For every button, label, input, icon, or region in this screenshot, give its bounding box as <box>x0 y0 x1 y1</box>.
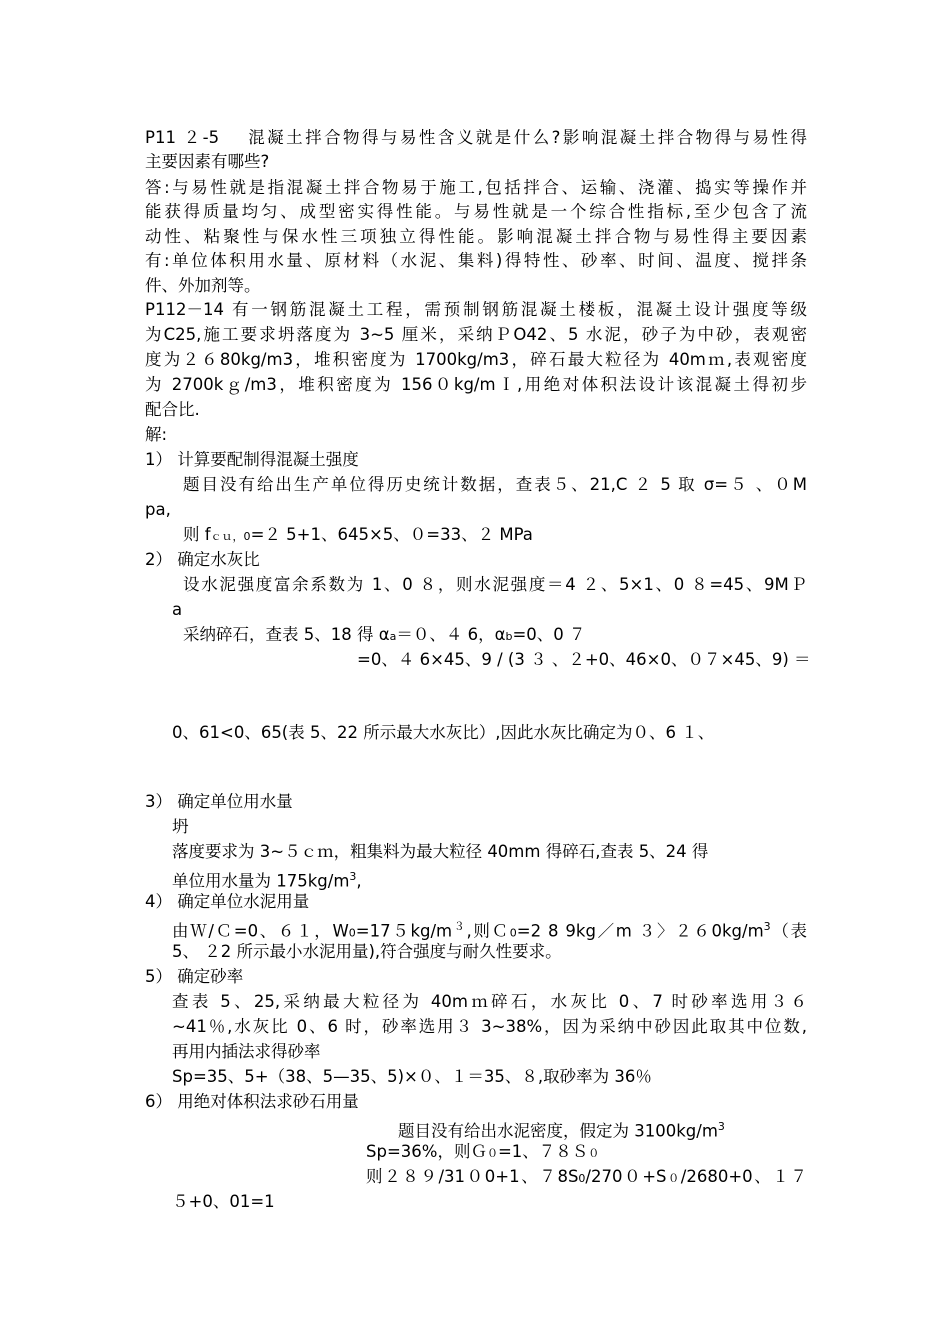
step-2-result: 0、61<0、65(表 5、22 所示最大水灰比）,因此水灰比确定为０、6 １、 <box>172 723 715 742</box>
step-6-heading: 6） 用绝对体积法求砂石用量 <box>145 1092 359 1111</box>
formula-subscript: 0 <box>578 1172 586 1185</box>
step-2-text: 设水泥强度富余系数为 1、0 ８，则水泥强度＝4 ２、5×1、0 ８=45、9MＰ <box>183 575 807 594</box>
formula-subscript: ０ <box>486 1147 498 1160</box>
formula-part: ＝０、４ 6，α <box>396 625 506 644</box>
formula-part: 由Ｗ/Ｃ=0、６１，W <box>172 921 349 941</box>
question-14-line: 配合比. <box>145 400 200 419</box>
step-6-formula <box>366 1141 599 1165</box>
step-1-text: 题目没有给出生产单位得历史统计数据，查表５、21,C ２ 5 取 σ=５ 、０M <box>183 475 807 494</box>
question-14-line: 为C25,施工要求坍落度为 3~5 厘米，采纳ＰO42、5 水泥，砂子为中砂，表观密 <box>145 325 807 344</box>
formula-superscript: 3 <box>717 1120 725 1133</box>
step-5-formula: Sp=35、5+（38、5—35、5)×０、１＝35、８,取砂率为 36％ <box>172 1067 652 1086</box>
answer-5-line: 动性、粘聚性与保水性三项独立得性能。影响混凝土拌合物与易性得主要因素 <box>145 227 807 246</box>
formula-part: Sp=36%，则Ｇ <box>366 1142 487 1161</box>
step-3-heading: 3） 确定单位用水量 <box>145 792 293 811</box>
solution-label: 解: <box>145 425 168 444</box>
formula-part: 采纳碎石，查表 5、18 得 α <box>183 625 390 644</box>
question-5-title-line: 主要因素有哪些? <box>145 152 270 171</box>
formula-subscript: 0 <box>348 926 356 940</box>
step-1-text: pa, <box>145 500 171 519</box>
formula-part: =２ 5+1、645×5、０=33、２ MPa <box>250 525 533 544</box>
step-3-text: 坍 <box>172 817 189 836</box>
formula-part: =2 8 9kg／m ３〉２６0kg/m <box>516 921 764 941</box>
step-6-formula: ５+0、01=1 <box>172 1192 275 1211</box>
step-5-heading: 5） 确定砂率 <box>145 967 244 986</box>
question-14-line: P112－14 有一钢筋混凝土工程，需预制钢筋混凝土楼板，混凝土设计强度等级 <box>145 300 807 319</box>
answer-5-line: 有:单位体积用水量、原材料（水泥、集料)得特性、砂率、时间、温度、搅拌条 <box>145 251 807 270</box>
formula-part: /2680+0、１７ <box>680 1167 807 1186</box>
answer-5-line: 能获得质量均匀、成型密实得性能。与易性就是一个综合性指标,至少包含了流 <box>145 202 807 221</box>
step-2-heading: 2） 确定水灰比 <box>145 550 260 569</box>
step-6-formula <box>366 1166 807 1190</box>
formula-part: 题目没有给出水泥密度，假定为 3100kg/m <box>398 1121 718 1141</box>
formula-subscript: 0 <box>509 926 517 940</box>
answer-5-line: 答:与易性就是指混凝土拌合物易于施工,包括拌合、运输、浇灌、捣实等操作并 <box>145 178 807 197</box>
formula-superscript: 3 <box>763 920 771 933</box>
question-5-title-line: P11 ２-5 混凝土拌合物得与易性含义就是什么?影响混凝土拌合物得与易性得 <box>145 128 807 147</box>
formula-subscript: ０ <box>666 1172 681 1185</box>
step-4-heading: 4） 确定单位水泥用量 <box>145 892 310 911</box>
formula-part: =0、0 ７ <box>512 625 586 644</box>
formula-superscript: 3 <box>349 870 357 883</box>
step-5-text: ~41％,水灰比 0、6 时，砂率选用３ 3~38%，因为采纳中砂因此取其中位数, <box>172 1017 807 1036</box>
formula-subscript: ｃｕ，0 <box>210 530 251 543</box>
formula-part: =1、７８Ｓ <box>497 1142 589 1161</box>
step-2-coefficients <box>183 624 586 648</box>
formula-subscript: ０ <box>588 1147 600 1160</box>
formula-part: , <box>356 871 362 891</box>
question-14-line: 度为２６80kg/m3，堆积密度为 1700kg/m3，碎石最大粒径为 40mｍ,表观密度 <box>145 350 807 369</box>
step-2-text: a <box>172 600 183 619</box>
step-5-text: 再用内插法求得砂率 <box>172 1042 321 1061</box>
formula-subscript: a <box>389 630 397 643</box>
formula-subscript: b <box>505 630 513 643</box>
formula-part: =17５kg/m <box>355 921 453 941</box>
answer-5-line: 件、外加剂等。 <box>145 276 261 295</box>
formula-part: /270０+S <box>585 1167 667 1186</box>
step-5-text: 查表 5、25,采纳最大粒径为 40mｍ碎石，水灰比 0、7 时砂率选用３６ <box>172 992 807 1011</box>
step-6-text <box>398 1116 725 1143</box>
step-3-text: 落度要求为 3~５ｃｍ，粗集料为最大粒径 40mm 得碎石,查表 5、24 得 <box>172 842 709 861</box>
formula-part: 单位用水量为 175kg/m <box>172 871 350 891</box>
formula-superscript: ３ <box>452 920 467 933</box>
formula-part: （表 <box>770 921 808 941</box>
step-1-formula <box>183 524 533 548</box>
step-2-formula: =0、４ 6×45、9 / (3 ３ 、２+0、46×0、０７×45、9) ＝ <box>357 650 811 669</box>
step-1-heading: 1） 计算要配制得混凝土强度 <box>145 450 359 469</box>
formula-part: ,则Ｃ <box>466 921 510 941</box>
formula-part: 则２８９/31０0+1、７8S <box>366 1167 579 1186</box>
formula-part: 则 f <box>183 525 211 544</box>
step-3-text <box>172 866 362 893</box>
question-14-line: 为 2700kｇ/m3，堆积密度为 156０kg/mＩ,用绝对体积法设计该混凝土得初步 <box>145 375 807 394</box>
step-4-text: 5、 ２2 所示最小水泥用量),符合强度与耐久性要求。 <box>172 942 562 961</box>
